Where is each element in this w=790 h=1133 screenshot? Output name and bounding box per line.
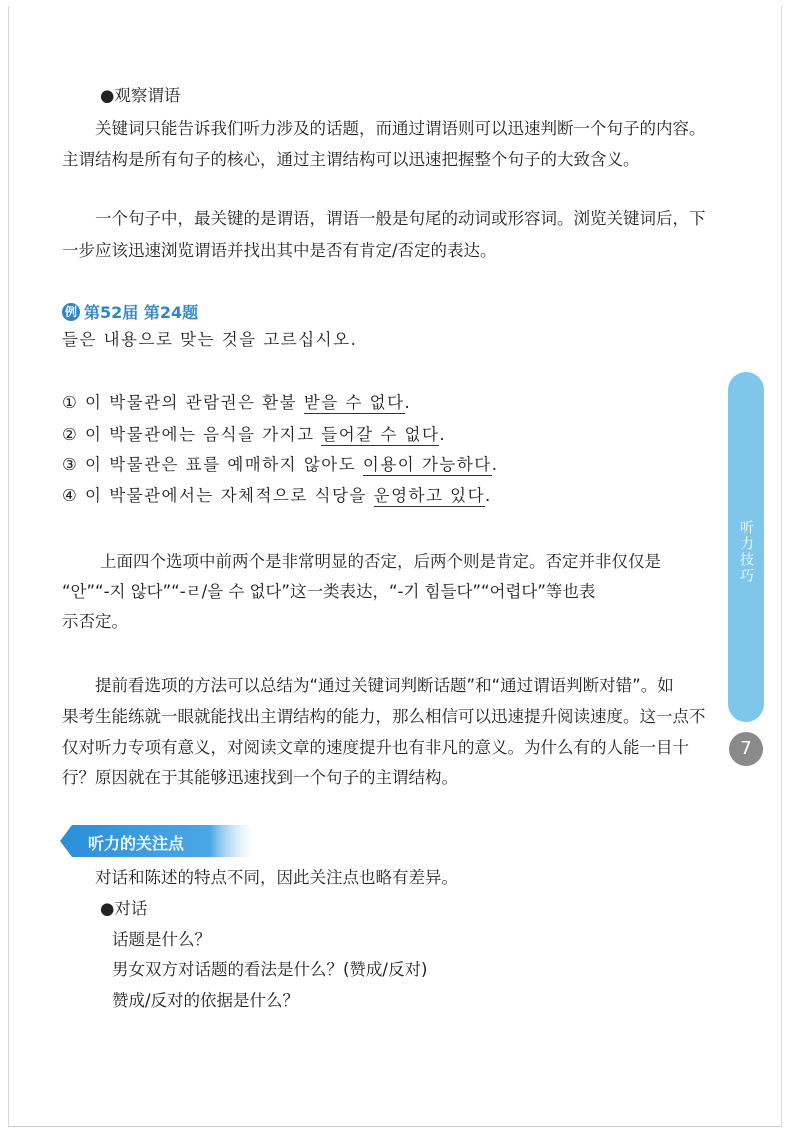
option-4	[62, 486, 492, 506]
example-title: 第52届 第24题	[84, 303, 199, 322]
option-underlined: 이용이 가능하다	[362, 455, 492, 474]
list-item: 男女双方对话题的看法是什么？(赞成/反对)	[112, 960, 428, 979]
paragraph-line: 一个句子中，最关键的是谓语，谓语一般是句尾的动词或形容词。浏览关键词后，下	[95, 209, 706, 228]
chapter-side-label: 听力技巧	[738, 520, 754, 584]
option-end: .	[404, 393, 412, 412]
paragraph-line: 上面四个选项中前两个是非常明显的否定，后两个则是肯定。否定并非仅仅是	[100, 552, 661, 571]
example-heading	[62, 300, 198, 323]
question-prompt: 들은 내용으로 맞는 것을 고르십시오.	[62, 330, 358, 349]
option-number: ④	[62, 486, 79, 505]
example-badge-icon: 例	[62, 303, 80, 321]
paragraph-line: 仅对听力专项有意义，对阅读文章的速度提升也有非凡的意义。为什么有的人能一目十	[62, 738, 689, 757]
option-text: 이 박물관에서는 자체적으로 식당을	[85, 486, 374, 505]
option-end: .	[491, 455, 499, 474]
paragraph-line: 对话和陈述的特点不同，因此关注点也略有差异。	[95, 868, 458, 887]
paragraph-line: 一步应该迅速浏览谓语并找出其中是否有肯定/否定的表达。	[62, 241, 497, 260]
paragraph-line: 果考生能练就一眼就能找出主谓结构的能力，那么相信可以迅速提升阅读速度。这一点不	[62, 707, 706, 726]
paragraph-line: 关键词只能告诉我们听力涉及的话题，而通过谓语则可以迅速判断一个句子的内容。	[95, 119, 706, 138]
option-number: ①	[62, 393, 79, 412]
paragraph-line: 示否定。	[62, 612, 128, 631]
option-underlined: 받을 수 없다	[303, 393, 405, 412]
option-text: 이 박물관에는 음식을 가지고	[85, 425, 322, 444]
option-text: 이 박물관은 표를 예매하지 않아도	[85, 455, 363, 474]
paragraph-line: 主谓结构是所有句子的核心，通过主谓结构可以迅速把握整个句子的大致含义。	[62, 150, 640, 169]
section-title: 听力的关注点	[88, 834, 185, 853]
option-3	[62, 455, 499, 475]
list-item: 话题是什么？	[112, 930, 211, 949]
option-1	[62, 393, 411, 413]
section-banner	[60, 823, 260, 859]
option-end: .	[439, 425, 447, 444]
option-end: .	[485, 486, 492, 505]
page-number: 7	[729, 732, 763, 766]
option-text: 이 박물관의 관람권은 환불	[85, 393, 304, 412]
list-item: 赞成/反对的依据是什么？	[112, 991, 300, 1010]
option-underlined: 운영하고 있다	[373, 486, 486, 505]
bullet-heading-dialogue: ●对话	[100, 899, 148, 918]
paragraph-line: 提前看选项的方法可以总结为“通过关键词判断话题”和“通过谓语判断对错”。如	[95, 676, 674, 695]
option-number: ③	[62, 455, 79, 474]
option-underlined: 들어갈 수 없다	[321, 425, 440, 444]
option-number: ②	[62, 425, 79, 444]
option-2	[62, 425, 446, 445]
paragraph-line: 行？原因就在于其能够迅速找到一个句子的主谓结构。	[62, 768, 458, 787]
bullet-heading-observe-predicate: ●观察谓语	[100, 86, 181, 105]
paragraph-line: “안”“-지 않다”“-ㄹ/을 수 없다”这一类表达，“-기 힘들다”“어렵다”等也表	[62, 582, 596, 601]
